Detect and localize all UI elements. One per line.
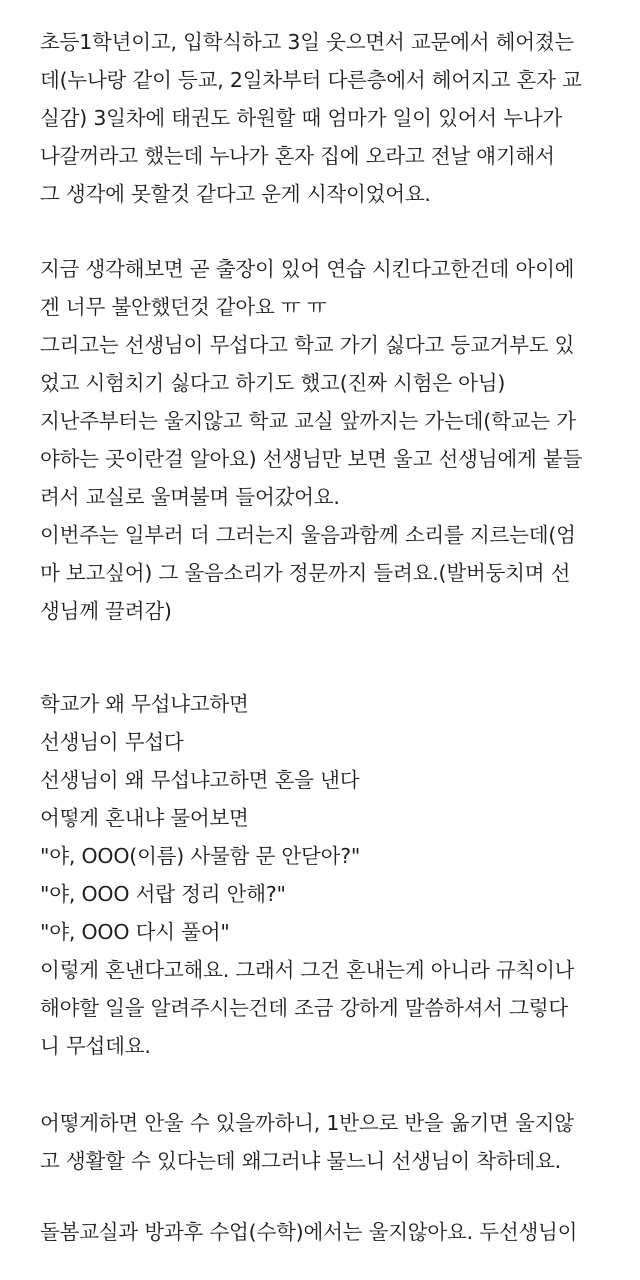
text-line: 그리고는 선생님이 무섭다고 학교 가기 싫다고 등교거부도 있: [40, 333, 575, 357]
text-line: 었고 시험치기 싫다고 하기도 했고(진짜 시험은 아님): [40, 371, 506, 395]
text-line: 나갈꺼라고 했는데 누나가 혼자 집에 오라고 전날 얘기해서: [40, 144, 555, 168]
text-line: 어떻게 혼내냐 물어보면: [40, 806, 249, 830]
paragraph-4: [40, 1104, 620, 1180]
text-line: 선생님이 왜 무섭냐고하면 혼을 낸다: [40, 768, 360, 792]
text-line: 데(누나랑 같이 등교, 2일차부터 다른층에서 헤어지고 혼자 교: [40, 68, 582, 92]
text-line: 고 생활할 수 있다는데 왜그러냐 물느니 선생님이 착하데요.: [40, 1149, 562, 1173]
text-line: 겐 너무 불안했던것 같아요 ㅠ ㅠ: [40, 295, 327, 319]
paragraph-5: [40, 1213, 620, 1251]
text-line: 그 생각에 못할것 같다고 운게 시작이었어요.: [40, 182, 431, 206]
text-line: 지난주부터는 울지않고 학교 교실 앞까지는 가는데(학교는 가: [40, 409, 576, 433]
text-line: 실감) 3일차에 태권도 하원할 때 엄마가 일이 있어서 누나가: [40, 106, 563, 130]
text-line: 니 무섭데요.: [40, 1034, 151, 1058]
text-line: 야하는 곳이란걸 알아요) 선생님만 보면 울고 선생님에게 붙들: [40, 447, 583, 471]
paragraph-3: [40, 685, 620, 1065]
text-line: "야, OOO(이름) 사물함 문 안닫아?": [40, 844, 361, 868]
text-line: 생님께 끌려감): [40, 599, 172, 623]
paragraph-2: [40, 250, 620, 630]
text-line: 이렇게 혼낸다고해요. 그래서 그건 혼내는게 아니라 규칙이나: [40, 958, 575, 982]
text-line: 해야할 일을 알려주시는건데 조금 강하게 말씀하셔서 그렇다: [40, 996, 568, 1020]
text-line: 어떻게하면 안울 수 있을까하니, 1반으로 반을 옮기면 울지않: [40, 1111, 574, 1135]
text-line: 이번주는 일부러 더 그러는지 울음과함께 소리를 지르는데(엄: [40, 523, 576, 547]
text-line: 학교가 왜 무섭냐고하면: [40, 692, 249, 716]
text-line: 려서 교실로 울며불며 들어갔어요.: [40, 485, 340, 509]
text-line: 선생님이 무섭다: [40, 730, 184, 754]
text-line: 마 보고싶어) 그 울음소리가 정문까지 들려요.(발버둥치며 선: [40, 561, 571, 585]
text-line: "야, OOO 서랍 정리 안해?": [40, 882, 286, 906]
text-line: "야, OOO 다시 풀어": [40, 920, 230, 944]
text-line: 초등1학년이고, 입학식하고 3일 웃으면서 교문에서 헤어졌는: [40, 30, 575, 54]
text-line: 지금 생각해보면 곧 출장이 있어 연습 시킨다고한건데 아이에: [40, 257, 575, 281]
text-line: 돌봄교실과 방과후 수업(수학)에서는 울지않아요. 두선생님이: [40, 1220, 578, 1244]
paragraph-1: [40, 23, 620, 213]
